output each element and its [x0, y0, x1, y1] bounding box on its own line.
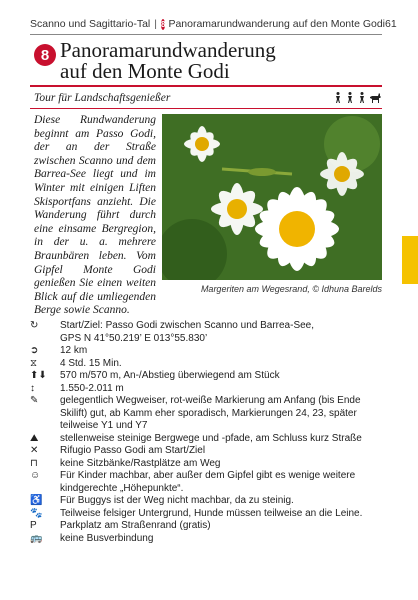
loop-icon: ↻: [30, 320, 39, 331]
terrain-icon: ⛰: [30, 432, 39, 444]
header-section: Scanno und Sagittario-Tal: [30, 18, 151, 30]
intro-text: Diese Rundwanderung beginnt am Passo Godi, der an der Straße zwischen Scanno und dem Barrea-See liegt und im Winter mit einigen Liften Skisportfans anzieht. Die Wanderung führt durch eine einsame Bergregion, in der u. a. mehrere Braunbären leben. Vom Gipfel Monte Godi genießen Sie einen weiten Blick auf die umliegenden Berge sowie Scanno.: [34, 114, 156, 317]
distance-icon: ➲: [30, 345, 39, 356]
tour-number-badge: 8: [34, 44, 56, 66]
hourglass-icon: ⧖: [30, 357, 38, 369]
header-separator: |: [154, 18, 157, 30]
tour-title-line-2: auf den Monte Godi: [60, 59, 230, 83]
daisy-photo: [162, 114, 382, 280]
tour-title: [60, 40, 382, 82]
gps-row-spacer: [30, 333, 60, 346]
tour-title-line-1: Panoramarundwanderung: [60, 38, 276, 62]
info-row: 🚌 keine Busverbindung: [30, 532, 154, 544]
tour-info-list: [30, 320, 382, 545]
info-row: ♿ Für Buggys ist der Weg nicht machbar, da zu steinig.: [30, 495, 294, 506]
header-divider: [30, 34, 382, 35]
info-row: GPS N 41°50.219’ E 013°55.830’: [30, 333, 382, 346]
info-row: ☺ Für Kinder machbar, aber außer dem Gipfel gibt es wenige weitere kindgerechte „Höhepunkte“.: [30, 470, 356, 494]
elevation-icon: ⬆⬇: [30, 370, 47, 381]
info-row: ⧖ 4 Std. 15 Min.: [30, 357, 122, 369]
info-row: ✕ Rifugio Passo Godi am Start/Ziel: [30, 445, 206, 456]
restaurant-icon: ✕: [30, 445, 39, 456]
category-icons: [333, 92, 381, 106]
chapter-tab: [402, 236, 418, 284]
info-row: 🐾 Teilweise felsiger Untergrund, Hunde müssen teilweise an die Leine.: [30, 507, 363, 519]
header-tour-number: 8: [160, 19, 166, 29]
hikers-icon: [345, 92, 355, 106]
info-row: ⊓ keine Sitzbänke/Rastplätze am Weg: [30, 457, 221, 469]
title-divider: [30, 85, 382, 87]
bus-icon: 🚌: [30, 532, 43, 544]
subtitle-divider: [30, 108, 382, 109]
signpost-icon: ✎: [30, 395, 39, 406]
hikers-icon: [357, 92, 367, 106]
parking-icon: P: [30, 520, 37, 531]
info-row: ⛰ stellenweise steinige Bergwege und -pfade, am Schluss kurz Straße: [30, 432, 362, 444]
daisy-illustration: [162, 114, 382, 280]
info-row: P Parkplatz am Straßenrand (gratis): [30, 520, 211, 531]
info-row: ⬆⬇ 570 m/570 m, An-/Abstieg überwiegend am Stück: [30, 370, 280, 381]
page-number: 61: [385, 18, 397, 30]
info-row: ↕ 1.550-2.011 m: [30, 382, 124, 394]
stroller-icon: ♿: [30, 495, 43, 506]
info-row: ↻ Start/Ziel: Passo Godi zwischen Scanno und Barrea-See,: [30, 320, 315, 331]
children-icon: ☺: [30, 470, 41, 481]
info-row: ✎ gelegentlich Wegweiser, rot-weiße Markierung am Anfang (bis Ende Skilift) gut, ab Kamm eher sporadisch, Markierungen 24, 23, später teilweise Y1 und Y7: [30, 395, 361, 431]
altitude-icon: ↕: [30, 382, 35, 394]
header-tour-title: Panoramarundwanderung auf den Monte Godi: [168, 18, 385, 30]
tour-title-block: [34, 40, 382, 82]
hikers-icon: [333, 92, 343, 106]
info-row: ➲ 12 km: [30, 345, 88, 356]
tour-subtitle: Tour für Landschaftsgenießer: [34, 92, 171, 104]
running-header: [30, 16, 397, 32]
dog-icon: 🐾: [30, 507, 43, 519]
dog-icon: [369, 92, 381, 106]
photo-caption: Margeriten am Wegesrand, © Idhuna Barelds: [200, 284, 382, 294]
bench-icon: ⊓: [30, 457, 38, 469]
